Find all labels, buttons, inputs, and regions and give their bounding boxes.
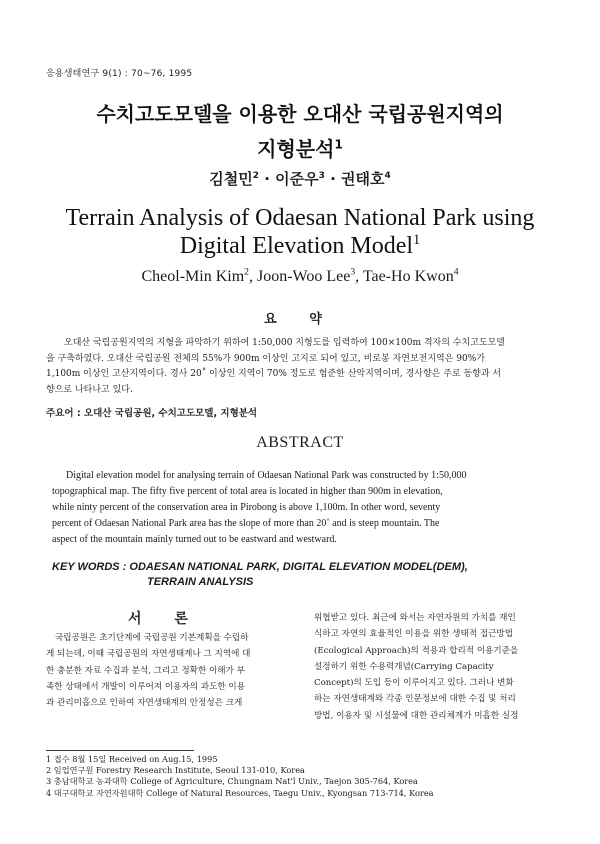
abstract-line: 1,100m 이상인 고산지역이다. 경사 20˚ 이상인 지역이 70% 정도로 험준한 산악지역이며, 경사향은 주로 동향과 서 <box>46 369 502 379</box>
korean-title-footnote-mark: 1 <box>334 137 343 152</box>
author-name: Cheol-Min Kim <box>141 268 245 285</box>
author-footnote-mark: 2 <box>252 171 259 181</box>
author-footnote-mark: 2 <box>244 266 249 278</box>
abstract-heading: ABSTRACT <box>256 434 344 451</box>
body-line: 식하고 자연의 효율적인 이용을 위한 생태적 접근방법 <box>314 629 514 640</box>
author-name: 김철민 <box>209 170 253 188</box>
english-title-line-1: Terrain Analysis of Odaesan National Park using <box>65 205 535 231</box>
keywords-line: TERRAIN ANALYSIS <box>147 576 254 588</box>
author-name: Tae-Ho Kwon <box>362 268 454 285</box>
author-name: 권태호 <box>341 170 385 188</box>
korean-title-line-2 <box>0 133 600 162</box>
english-keywords <box>52 560 468 590</box>
body-line: 한 충분한 자료 수집과 분석, 그리고 정확한 이해가 부 <box>46 665 245 676</box>
body-line: 하는 자연생태계와 각종 인문정보에 대한 수집 및 처리 <box>314 694 516 705</box>
korean-abstract <box>46 336 558 398</box>
footnote-divider <box>46 750 194 751</box>
korean-authors <box>0 168 600 189</box>
body-line: 위협받고 있다. 최근에 와서는 자연자원의 가치를 재인 <box>314 613 516 623</box>
korean-abstract-heading: 요 약 <box>264 312 336 327</box>
abstract-line: percent of Odaesan National Park area has the slope of more than 20˚ and is steep mountain. The <box>52 518 440 529</box>
author-footnote-mark: 3 <box>350 266 356 278</box>
author-separator: , <box>248 268 257 285</box>
korean-title-text: 지형분석 <box>257 137 335 161</box>
footnotes <box>46 754 434 799</box>
english-title-line-2 <box>0 233 600 260</box>
abstract-line: 을 구축하였다. 오대산 국립공원 전체의 55%가 900m 이상인 고지로 되어 있고, 비로봉 자연보전지역은 90%가 <box>46 353 486 364</box>
journal-reference: 응용생태연구 9(1) : 70~76, 1995 <box>46 69 193 79</box>
keywords-line: KEY WORDS : ODAESAN NATIONAL PARK, DIGITAL ELEVATION MODEL(DEM), <box>52 561 468 573</box>
english-title-text: Digital Elevation Model <box>179 233 414 259</box>
abstract-line: topographical map. The fifty five percent of total area is located in higher than 900m in elevation, <box>52 486 443 497</box>
introduction-heading: 서 론 <box>128 611 202 627</box>
body-line: Concept)의 도입 등이 이루어지고 있다. 그러나 변화 <box>314 678 514 689</box>
abstract-line: aspect of the mountain mainly turned out to be eastward and westward. <box>52 534 337 545</box>
korean-keywords: 주요어 : 오대산 국립공원, 수치고도모델, 지형분석 <box>46 408 258 419</box>
body-line: 게 되는데, 이때 국립공원의 자연생태계나 그 지역에 대 <box>46 649 251 660</box>
body-line: 족한 상태에서 개발이 이루어져 이용자의 과도한 이용 <box>46 681 246 692</box>
author-name: Joon-Woo Lee <box>256 268 351 285</box>
english-authors <box>0 268 600 286</box>
author-separator: , <box>355 268 363 285</box>
introduction-left-column <box>46 630 284 711</box>
body-line: 과 관리미흡으로 인하여 자연생태계의 안정성은 크게 <box>46 698 243 709</box>
body-line: 국립공원은 초기단계에 국립공원 기본계획을 수립하 <box>55 633 249 643</box>
body-line: 설정하기 위한 수용력개념(Carrying Capacity <box>314 661 494 672</box>
english-abstract <box>52 468 552 548</box>
abstract-line: while ninty percent of the conservation area in Pirobong is above 1,100m. In other word, seventy <box>52 502 441 513</box>
author-footnote-mark: 3 <box>318 171 325 181</box>
author-name: 이준우 <box>275 170 319 188</box>
footnote: 1 접수 8월 15일 Received on Aug.15, 1995 <box>46 754 218 764</box>
author-separator: · <box>258 170 276 188</box>
korean-title-line-1: 수치고도모델을 이용한 오대산 국립공원지역의 <box>96 102 504 126</box>
english-title-footnote-mark: 1 <box>413 232 421 248</box>
footnote: 4 대구대학교 자연자원대학 College of Natural Resources, Taegu Univ., Kyongsan 713-714, Korea <box>46 787 434 798</box>
author-separator: · <box>324 170 342 188</box>
footnote: 2 임업연구원 Forestry Research Institute, Seoul 131-010, Korea <box>46 765 305 776</box>
abstract-line: 오대산 국립공원지역의 지형을 파악하기 위하여 1:50,000 지형도를 입력하여 100×100m 격자의 수치고도모델 <box>64 338 505 348</box>
author-footnote-mark: 4 <box>384 171 391 181</box>
author-footnote-mark: 4 <box>453 266 459 278</box>
abstract-line: 향으로 나타나고 있다. <box>46 384 133 395</box>
abstract-line: Digital elevation model for analysing terrain of Odaesan National Park was constructed by 1:50,000 <box>66 470 467 481</box>
footnote: 3 충남대학교 농과대학 College of Agriculture, Chungnam Nat'l Univ., Taejon 305-764, Korea <box>46 776 418 787</box>
introduction-right-column <box>314 610 554 724</box>
body-line: (Ecological Approach)의 적용과 합리적 이용기준을 <box>314 645 519 656</box>
body-line: 방법, 이용자 및 시설물에 대한 관리체계가 미흡한 실정 <box>314 710 519 721</box>
